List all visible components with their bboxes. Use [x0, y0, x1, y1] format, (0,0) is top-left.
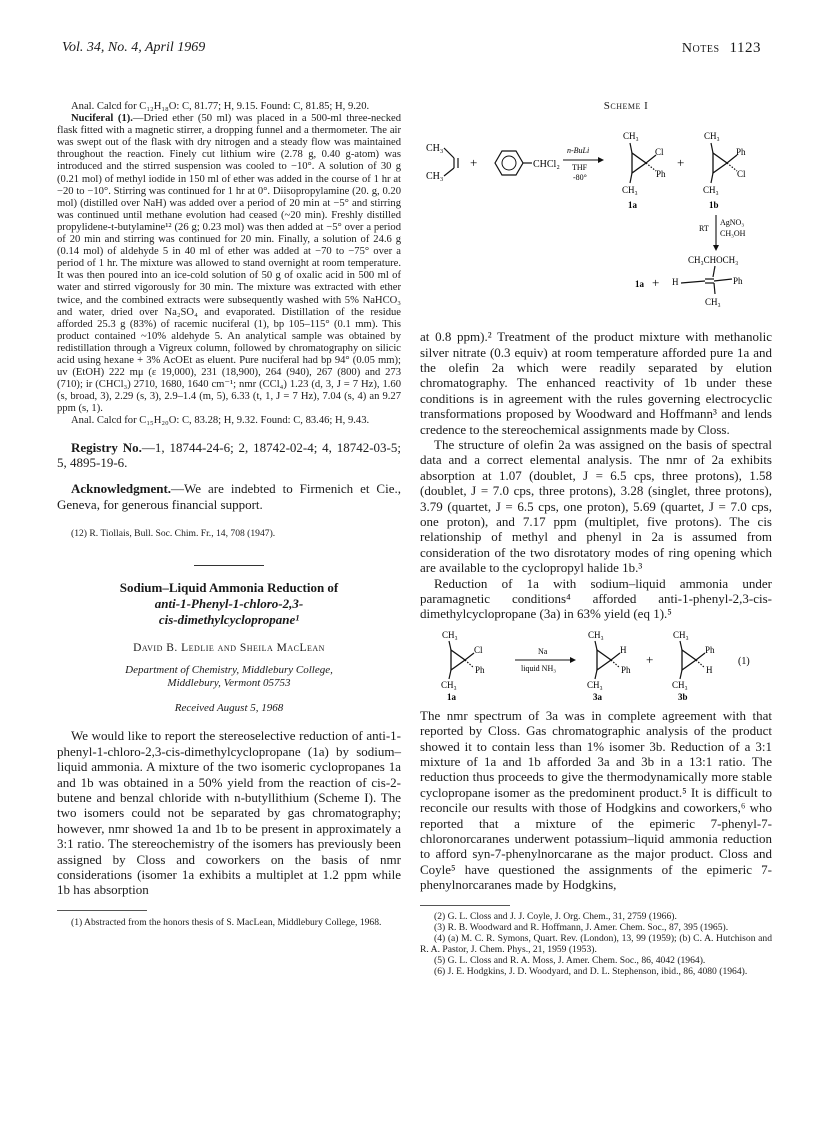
introduction-paragraph: We would like to report the stereoselective reduction of anti-1-phenyl-1-chloro-2,3-cis-dimethylcyclopropane (1a) by sodium–liquid ammonia. A mixture of the two isomeric cyclopropanes 1a and 1b was obtained in a 50% yield from the reaction of cis-2-butene and benzal chloride with n-butyllithium (Scheme I). The two isomers could not be separated by gas chromatography; however, nmr showed 1a and 1b to be present in approximately a 3:1 ratio. The stereochemistry of the isomers has previously been assigned by Closs and coworkers on the basis of nmr considerations (isomer 1a exhibits a multiplet at 1.2 ppm while 1b has absorption [57, 728, 401, 898]
bond-line [680, 670, 682, 679]
ch3-label: CH₃ [672, 679, 688, 690]
compound-label-1a: 1a [635, 279, 644, 290]
bond-line [465, 653, 474, 660]
compound-label-1b: 1b [709, 200, 719, 211]
h-label: H [706, 664, 713, 675]
received-date: Received August 5, 1968 [174, 702, 284, 715]
left-column [57, 101, 401, 928]
section-divider [194, 565, 264, 566]
ch3-label: CH₃ [426, 171, 444, 183]
ph-label: Ph [621, 664, 631, 675]
bond-line [595, 641, 597, 650]
bond-line [444, 148, 454, 158]
chcl2-label: CHCl₂ [533, 159, 560, 171]
compound-label-3b: 3b [678, 691, 688, 702]
footnote-item: (4) (a) M. C. R. Symons, Quart. Rev. (London), 13, 99 (1959); (b) C. A. Hutchison and R. A. Pastor, J. Chem. Phys., 21, 1959 (1953). [420, 932, 772, 955]
compound-label-3a: 3a [593, 691, 602, 702]
paragraph-1: at 0.8 ppm).² Treatment of the product mixture with methanolic silver nitrate (0.3 equiv) at room temperature afforded pure 1a and the olefin 2a which were readily separated by elution chromatography. The enhanced reactivity of 1b under these conditions is in agreement with the rules governing electrocyclic transformations proposed by Woodward and Hoffmann³ and lends credence to the stereochemical assignments made by Closs. [420, 329, 772, 437]
bond-line [465, 660, 474, 668]
paragraph-3: Reduction of 1a with sodium–liquid ammonia under paramagnetic conditions⁴ afforded anti-1-phenyl-2,3-cis-dimethylcyclopropane (3a) in 63% yield (eq 1).⁵ [420, 575, 772, 622]
footnote-1: (1) Abstracted from the honors thesis of S. MacLean, Middlebury College, 1968. [71, 916, 382, 928]
article-title [57, 580, 401, 628]
ch3-label: CH₃ [588, 629, 604, 640]
nuciferal-paragraph [57, 113, 401, 415]
arrow-head [570, 657, 576, 663]
bond-line [444, 168, 454, 176]
reagent-nh3: liquid NH₃ [521, 663, 557, 673]
reagent-nbuli: n-BuLi [567, 146, 590, 156]
agno3-label: AgNO₃ [720, 218, 745, 228]
acknowledgment-heading: Acknowledgment. [71, 481, 172, 497]
plus-sign: + [470, 155, 478, 171]
cl-label: Cl [655, 147, 664, 158]
reagent-temp: -80° [573, 173, 587, 183]
methoxy-label: CH₃CHOCH₃ [688, 255, 739, 266]
affiliation [57, 664, 401, 690]
bond-line [696, 653, 705, 660]
ch3-label: CH₃ [704, 131, 720, 142]
ph-label: Ph [705, 644, 715, 655]
acknowledgment-text: —We are indebted to Firmenich et Cie., Geneva, for generous financial support. [57, 481, 401, 512]
ch3-label: CH₃ [703, 185, 719, 196]
arrow-head [713, 245, 719, 251]
footnote-rule [420, 905, 510, 906]
bond-line [714, 279, 732, 281]
aromatic-circle [502, 156, 516, 170]
h-label: H [620, 644, 627, 655]
bond-line [727, 163, 737, 171]
bond-line [449, 670, 451, 679]
cyclopropane-ring [682, 650, 696, 670]
equation-1-figure [420, 626, 772, 704]
scheme-1-figure [420, 113, 772, 313]
bond-line [449, 641, 451, 650]
h-label: H [672, 277, 679, 288]
footnote-rule [57, 910, 147, 911]
title-line-2: anti-1-Phenyl-1-chloro-2,3- [154, 596, 304, 612]
paragraph-4: The nmr spectrum of 3a was in complete agreement with that reported by Closs. Gas chromatographic analysis of the product showed it to contain less than 1% isomer 3b. Reduction of a 3:1 mixture of 1a and 1b afforded 3a and 3b in a 13:1 ratio. The reduction thus proceeds to give the thermodynamically more stable cyclopropane isomer as the predominent product.⁵ It is difficult to reconcile our results with those of Hodgkins and coworkers,⁶ who reported that a mixture of the epimeric 7-phenyl-7-chloronorcaranes underwent potassium–liquid ammonia reduction to afford syn-7-phenylnorcarane as the major product. Closs and Coyle⁵ have questioned the assignments of the epimeric 7-phenylnorcaranes made by Hodgkins, [420, 707, 772, 893]
ch3-label: CH₃ [426, 143, 444, 155]
cl-label: Cl [737, 169, 746, 180]
bond-line [630, 173, 632, 183]
title-line-3: cis-dimethylcyclopropane¹ [158, 612, 300, 628]
analysis-paragraph-2: Anal. Calcd for C₁₅H₂₀O: C, 83.28; H, 9.32. Found: C, 83.46; H, 9.43. [71, 415, 370, 427]
footnote-item: (6) J. E. Hodgkins, J. D. Woodyard, and D. L. Stephenson, ibid., 86, 4080 (1964). [434, 965, 748, 977]
registry-paragraph [57, 440, 401, 471]
bond-line [680, 641, 682, 650]
cyclopropane-ring [632, 153, 646, 173]
running-header: Vol. 34, No. 4, April 1969 [62, 40, 206, 55]
scheme-title: Scheme I [603, 100, 649, 112]
bond-line [714, 283, 715, 294]
authors: David B. Ledlie and Sheila MacLean [133, 642, 325, 655]
bond-line [711, 173, 713, 183]
ph-label: Ph [656, 169, 666, 180]
cyclopropane-ring [597, 650, 611, 670]
footnote-item: (5) G. L. Closs and R. A. Moss, J. Amer. Chem. Soc., 86, 4042 (1964). [434, 954, 706, 966]
equation-number: (1) [738, 655, 750, 667]
footnote-12: (12) R. Tiollais, Bull. Soc. Chim. Fr., 14, 708 (1947). [71, 528, 276, 540]
plus-sign: + [652, 275, 660, 291]
registry-heading: Registry No. [71, 439, 142, 455]
paragraph-2: The structure of olefin 2a was assigned on the basis of spectral data and a correct elemental analysis. The nmr of 2a exhibits absorption at 1.07 (doublet, J = 6.5 cps, three protons), 1.58 (doublet, J = 7.0 cps, three protons), 3.28 (singlet, three protons), 3.79 (quartet, J = 6.5 cps, one proton), 5.69 (quartet, J = 7.0 cps, one proton), and 7.17 ppm (multiplet, five protons). The cis relationship of methyl and phenyl in 2a is assumed from consideration of the two disrotatory modes of ring opening which are available to the cyclopropyl halide 1b.³ [420, 436, 772, 576]
title-line-1: Sodium–Liquid Ammonia Reduction of [119, 580, 339, 596]
right-column [420, 100, 772, 977]
ch3oh-label: CH₃OH [720, 229, 746, 239]
footnote-item: (3) R. B. Woodward and R. Hoffmann, J. Amer. Chem. Soc., 87, 395 (1965). [434, 921, 729, 933]
page-number: 1123 [729, 40, 761, 56]
ch3-label: CH₃ [587, 679, 603, 690]
section-header [682, 40, 761, 57]
acknowledgment-paragraph [57, 481, 401, 512]
benzene-ring [495, 151, 523, 175]
rt-label: RT [699, 224, 709, 234]
bond-line [595, 670, 597, 679]
nuciferal-heading: Nuciferal (1). [71, 113, 133, 125]
reagent-na: Na [538, 646, 548, 656]
ch3-label: CH₃ [622, 185, 638, 196]
ph-label: Ph [733, 276, 743, 287]
affiliation-line-1: Department of Chemistry, Middlebury College, [125, 664, 333, 677]
bond-line [711, 143, 713, 153]
ph-label: Ph [736, 147, 746, 158]
ch3-label: CH₃ [441, 679, 457, 690]
cl-label: Cl [474, 644, 483, 655]
ch3-label: CH₃ [623, 131, 639, 142]
bond-line [646, 163, 656, 171]
section-name: Notes [681, 41, 720, 56]
arrow-head [598, 157, 604, 163]
ch3-label: CH₃ [705, 297, 721, 308]
reagent-thf: THF [572, 163, 588, 173]
bond-line [696, 660, 705, 668]
compound-label-1a: 1a [628, 200, 637, 211]
bond-line [713, 266, 715, 277]
ch3-label: CH₃ [673, 629, 689, 640]
registry-text: —1, 18744-24-6; 2, 18742-02-4; 4, 18742-03-5; 5, 4895-19-6. [57, 439, 402, 470]
footnote-item: (2) G. L. Closs and J. J. Coyle, J. Org. Chem., 31, 2759 (1966). [434, 910, 677, 922]
plus-sign: + [677, 155, 685, 171]
analysis-paragraph: Anal. Calcd for C₁₂H₁₈O: C, 81.77; H, 9.15. Found: C, 81.85; H, 9.20. [71, 101, 370, 112]
compound-label-1a: 1a [447, 691, 456, 702]
bond-line [611, 653, 620, 660]
plus-sign: + [646, 651, 654, 667]
cyclopropane-ring [451, 650, 465, 670]
bond-line [681, 281, 705, 283]
footnote-list [420, 911, 772, 977]
affiliation-line-2: Middlebury, Vermont 05753 [167, 677, 291, 690]
ph-label: Ph [475, 664, 485, 675]
bond-line [630, 143, 632, 153]
cyclopropane-ring [713, 153, 727, 173]
nuciferal-text: —Dried ether (50 ml) was placed in a 500-ml three-necked flask fitted with a magnetic stirrer, a dropping funnel and a thermometer. The air was swept out of the flask with dry nitrogen and a steady flow was maintained throughout the reaction. Finely cut lithium wire (2.78 g, 0.40 g-atom) was introduced and the stirred suspension was cooled to −10°. A solution of 30 g (0.21 mol) of methyl iodide in 150 ml of ether was added in the course of 1 hr at −20 to −10°. Stirring was continued for 1 hr at 0°. Diisopropylamine (20. g, 0.20 mol) (distilled over NaH) was added over a period of 20 min at −5° and stirring was continued until methane evolution had ceased (~20 min). Freshly distilled propylidene-t-butylamine¹² (26 g; 0.23 mol) was then added at −5° over a period of 20 min and stirring was continued for 20 min. Finally, a solution of 24.6 g (0.14 mol) of aldehyde 5 in 40 ml of ether was added at −70 to −75° over a period of 1 hr. The mixture was allowed to stand overnight at room temperature. It was then poured into an ice-cold solution of 50 g of oxalic acid in 500 ml of water and stirred vigorously for 30 min. The mixture was extracted with ether twice, and the combined extracts were subsequently washed with 5% NaHCO₃ and water, dried over Na₂SO₄ and evaporated. Distillation of the residue afforded 25.3 g (83%) of racemic nuciferal (1), bp 105–115° (0.1 mm). This product contained ~10% aldehyde 5. An analytical sample was obtained by redistillation through a Vigreux column, followed by chromatography on silicic acid using hexane + 3% AcOEt as eluent. Pure nuciferal had bp 94° (0.05 mm); uv (EtOH) 222 mμ (ε 19,000), 231 (18,900), 264 (940), 267 (800) and 273 (710); ir (CHCl₃) 2710, 1680, 1640 cm⁻¹; nmr (CCl₄) 1.23 (d, 3, J = 7 Hz), 1.60 (s, broad, 3), 2.29 (s, 3), 2.9–1.4 (m, 5), 6.33 (t, 1, J = 7 Hz), 7.04 (s, 4) an 9.27 ppm (s, 1). [57, 113, 401, 415]
ch3-label: CH₃ [442, 629, 458, 640]
bond-line [611, 660, 620, 668]
